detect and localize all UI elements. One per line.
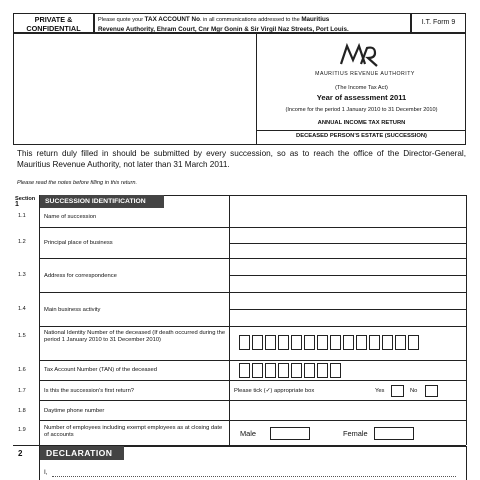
row-num: 1.8 [18, 408, 26, 414]
notes-reminder: Please read the notes before filling in this return. [17, 180, 138, 186]
business-activity-field[interactable] [230, 293, 466, 326]
section-word: Section [15, 196, 36, 202]
tan-cell[interactable] [278, 363, 289, 378]
tax-account-notice [94, 13, 411, 33]
period-line: (Income for the period 1 January 2010 to 31 December 2010) [285, 107, 438, 113]
tan-cell[interactable] [291, 363, 302, 378]
section-2-number: 2 [18, 449, 23, 458]
mra-logo-icon [337, 40, 383, 68]
row-num: 1.5 [18, 333, 26, 339]
male-count-field[interactable] [270, 427, 310, 440]
submission-instructions: This return duly filled in should be submitted by every succession, so as to reach the office of the Director-General, Mauritius Revenue Authority, not later than 31 March 2011. [17, 149, 466, 169]
yes-label: Yes [375, 388, 385, 394]
title-divider [256, 130, 466, 131]
label-business-activity: Main business activity [44, 307, 101, 313]
id-cell[interactable] [304, 335, 315, 350]
label-employees: Number of employees including exempt employees as at closing date of accounts [44, 425, 223, 439]
grid-left [39, 195, 40, 445]
label-tan: Tax Account Number (TAN) of the deceased [44, 367, 157, 373]
phone-field[interactable] [230, 401, 466, 420]
row-num: 1.7 [18, 388, 26, 394]
notice-bold: TAX ACCOUNT No [144, 16, 200, 23]
notice-bold-2: Mauritius [301, 16, 330, 23]
declaration-start: I, [44, 469, 48, 476]
tick-instruction: Please tick (✓) appropriate box [234, 388, 315, 394]
national-id-cells[interactable] [239, 335, 421, 350]
id-cell[interactable] [252, 335, 263, 350]
row-sep [39, 420, 466, 421]
row-num: 1.9 [18, 427, 26, 433]
tan-cell[interactable] [252, 363, 263, 378]
tan-cell[interactable] [239, 363, 250, 378]
section-1-label [15, 196, 37, 208]
id-cell[interactable] [382, 335, 393, 350]
row-num: 1.3 [18, 272, 26, 278]
row-num: 1.2 [18, 239, 26, 245]
section-2-right [466, 446, 467, 480]
id-cell[interactable] [395, 335, 406, 350]
label-national-id: National Identity Number of the deceased (If death occurred during the period 1 January 2010 to 31 December 2010) [44, 330, 226, 344]
section-1-title: SUCCESSION IDENTIFICATION [40, 195, 164, 208]
no-checkbox[interactable] [425, 385, 438, 397]
logo-name: MAURITIUS REVENUE AUTHORITY [315, 71, 415, 77]
principal-place-field[interactable] [230, 228, 466, 258]
tan-cell[interactable] [265, 363, 276, 378]
tan-cells[interactable] [239, 363, 343, 378]
row-num: 1.4 [18, 306, 26, 312]
id-cell[interactable] [356, 335, 367, 350]
id-cell[interactable] [265, 335, 276, 350]
grid-right [466, 195, 467, 445]
private-confidential-box [13, 13, 94, 33]
female-label: Female [343, 429, 368, 438]
name-of-succession-field[interactable] [230, 196, 466, 227]
row-sep [39, 326, 466, 327]
address-field[interactable] [230, 259, 466, 292]
return-subtitle: DECEASED PERSON'S ESTATE (SUCCESSION) [296, 133, 427, 139]
female-count-field[interactable] [374, 427, 414, 440]
act-line: (The Income Tax Act) [335, 85, 388, 91]
private-label: PRIVATE & [34, 15, 73, 24]
confidential-label: CONFIDENTIAL [26, 24, 81, 33]
declaration-name-line[interactable] [52, 476, 456, 477]
id-cell[interactable] [408, 335, 419, 350]
section-2-title: DECLARATION [40, 446, 124, 460]
id-cell[interactable] [317, 335, 328, 350]
notice-text: Please quote your [98, 17, 145, 23]
row-num: 1.1 [18, 213, 26, 219]
section-1-number: 1 [15, 201, 19, 208]
tan-cell[interactable] [330, 363, 341, 378]
label-phone: Daytime phone number [44, 408, 105, 414]
id-cell[interactable] [330, 335, 341, 350]
section-2-top [124, 446, 466, 447]
section-2-left [39, 446, 40, 480]
id-cell[interactable] [239, 335, 250, 350]
yes-checkbox[interactable] [391, 385, 404, 397]
no-label: No [410, 388, 418, 394]
label-address: Address for correspondence [44, 273, 117, 279]
row-num: 1.6 [18, 367, 26, 373]
label-first-return: Is this the succession's first return? [44, 388, 135, 394]
id-cell[interactable] [291, 335, 302, 350]
notice-address: Revenue Authority, Ehram Court, Cnr Mgr Gonin & Sir Virgil Naz Streets, Port Louis. [98, 26, 349, 33]
row-sep [39, 360, 466, 361]
row-sep [39, 380, 466, 381]
id-cell[interactable] [278, 335, 289, 350]
return-title: ANNUAL INCOME TAX RETURN [317, 120, 406, 126]
label-name-of-succession: Name of succession [44, 214, 97, 220]
male-label: Male [240, 429, 257, 438]
id-cell[interactable] [369, 335, 380, 350]
id-cell[interactable] [343, 335, 354, 350]
form-id: I.T. Form 9 [411, 13, 466, 33]
tan-cell[interactable] [304, 363, 315, 378]
label-principal-place: Principal place of business [44, 240, 113, 246]
year-of-assessment: Year of assessment 2011 [316, 93, 407, 102]
tan-cell[interactable] [317, 363, 328, 378]
notice-text-2: . in all communications addressed to the [199, 17, 302, 23]
